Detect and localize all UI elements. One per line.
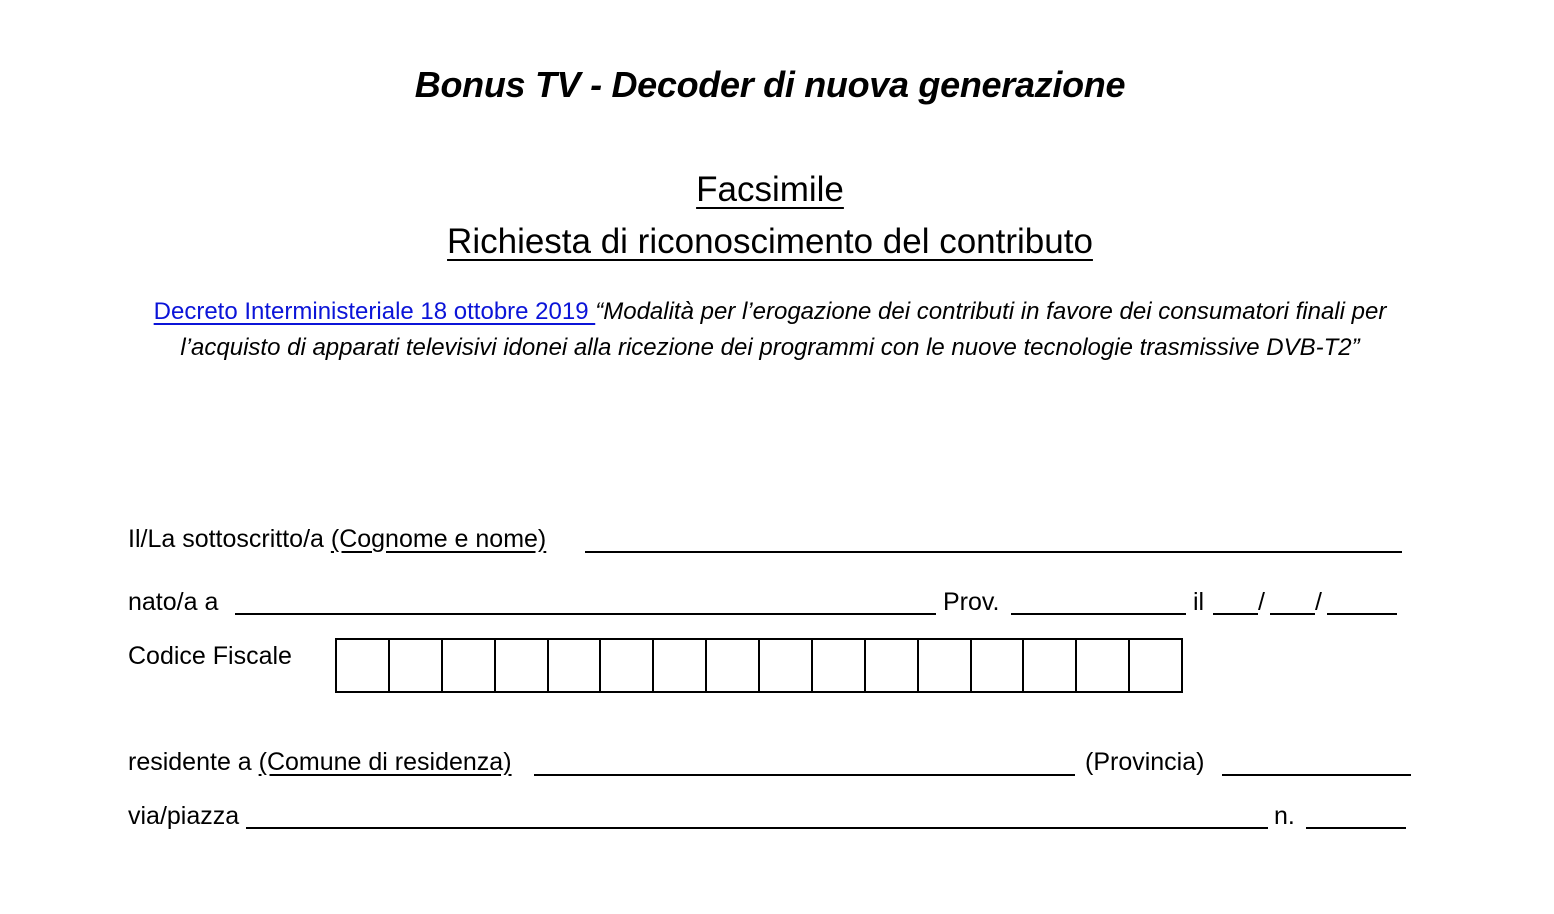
document-title: Bonus TV - Decoder di nuova generazione <box>414 64 1126 105</box>
tax-code-cell[interactable] <box>654 640 707 691</box>
tax-code-cell[interactable] <box>337 640 390 691</box>
decree-reference <box>150 294 1390 366</box>
tax-code-cell[interactable] <box>496 640 549 691</box>
tax-code-cell[interactable] <box>866 640 919 691</box>
tax-code-cell[interactable] <box>707 640 760 691</box>
tax-code-cell[interactable] <box>1024 640 1077 691</box>
residence-label: residente a <box>128 748 259 776</box>
row-signatory <box>128 523 546 555</box>
signatory-name-field[interactable] <box>585 551 1402 553</box>
birth-month-field[interactable] <box>1270 613 1315 615</box>
tax-code-cell[interactable] <box>443 640 496 691</box>
birthplace-field[interactable] <box>235 613 936 615</box>
subtitle-request-text: Richiesta di riconoscimento del contributo <box>447 222 1093 261</box>
tax-code-cell[interactable] <box>813 640 866 691</box>
subtitle-facsimile <box>0 168 1540 212</box>
tax-code-cell[interactable] <box>549 640 602 691</box>
signatory-hint: (Cognome e nome) <box>330 525 547 553</box>
residence-city-field[interactable] <box>534 774 1075 776</box>
tax-code-cell[interactable] <box>760 640 813 691</box>
tax-code-grid <box>335 638 1183 693</box>
birth-year-field[interactable] <box>1327 613 1397 615</box>
subtitle-facsimile-text: Facsimile <box>696 170 844 209</box>
date-separator-2: / <box>1315 588 1322 616</box>
decree-link[interactable]: Decreto Interministeriale 18 ottobre 2019 <box>153 298 596 325</box>
birthplace-label: nato/a a <box>128 588 219 616</box>
residence-hint: (Comune di residenza) <box>258 748 512 776</box>
birth-prov-label: Prov. <box>943 588 1000 616</box>
tax-code-cell[interactable] <box>1130 640 1181 691</box>
tax-code-cell[interactable] <box>601 640 654 691</box>
residence-prov-field[interactable] <box>1222 774 1411 776</box>
street-number-field[interactable] <box>1306 827 1406 829</box>
tax-code-cell[interactable] <box>390 640 443 691</box>
birth-prov-field[interactable] <box>1011 613 1186 615</box>
date-separator-1: / <box>1258 588 1265 616</box>
birth-date-label: il <box>1193 588 1205 616</box>
tax-code-label: Codice Fiscale <box>128 642 292 670</box>
signatory-label: Il/La sottoscritto/a <box>128 525 331 553</box>
residence-prov-hint: (Provincia) <box>1085 748 1205 776</box>
birth-day-field[interactable] <box>1213 613 1258 615</box>
street-number-label: n. <box>1274 802 1295 830</box>
street-field[interactable] <box>246 827 1268 829</box>
tax-code-cell[interactable] <box>919 640 972 691</box>
row-residence <box>128 746 512 778</box>
tax-code-cell[interactable] <box>972 640 1025 691</box>
street-label: via/piazza <box>128 802 240 830</box>
tax-code-cell[interactable] <box>1077 640 1130 691</box>
subtitle-request <box>0 220 1540 264</box>
decree-quote: “Modalità per l’erogazione dei contributi in favore dei consumatori finali per l’acquisto di apparati televisivi idonei alla ricezione dei programmi con le nuove tecnologie trasmissive DVB-T2” <box>180 298 1387 361</box>
